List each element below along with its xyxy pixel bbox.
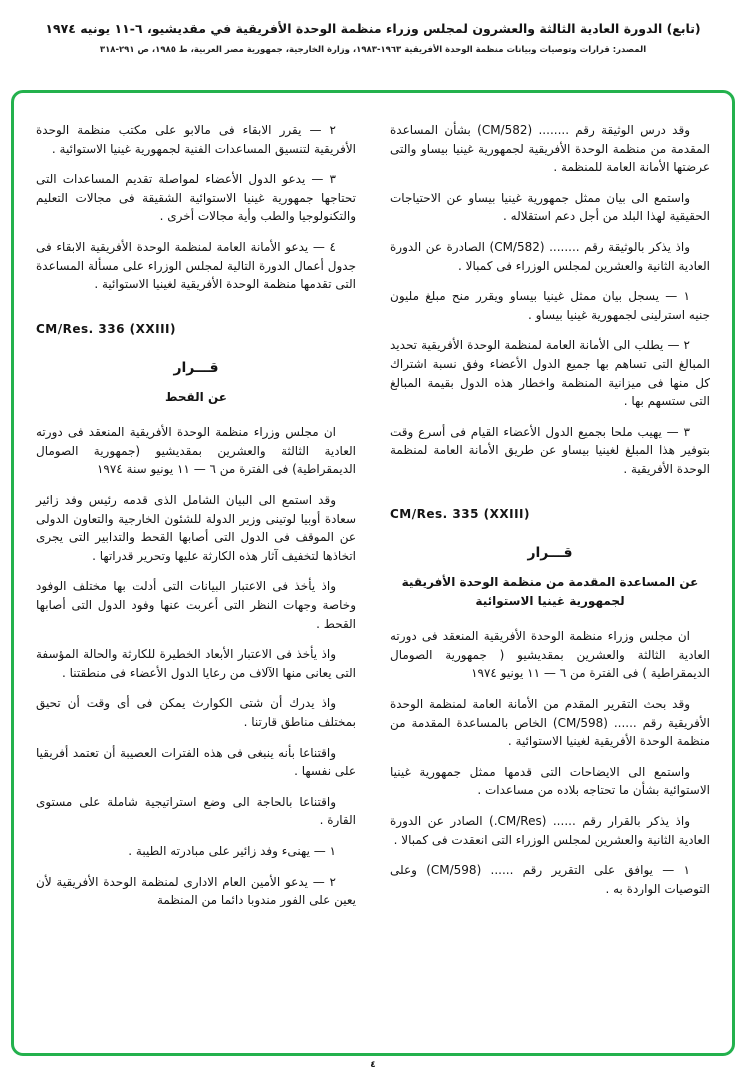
paragraph: ٢ — يطلب الى الأمانة العامة لمنظمة الوحدة الأفريقية تحديد المبالغ التى تساهم بها جميع الدول الأعضاء وفق نسبة اشتراك كل منها فى ميزانية المنظمة واخطار هذه الدول بقيمة المبالغ التى ستسهم بها .	[390, 338, 710, 409]
two-column-layout	[36, 121, 710, 1035]
paragraph: واستمع الى بيان ممثل جمهورية غينيا بيساو عن الاحتياجات الحقيقية لهذا البلد من أجل دعم استقلاله .	[390, 190, 710, 224]
paragraph: وقد استمع الى البيان الشامل الذى قدمه رئيس وفد زائير سعادة أوبيا لوتينى وزير الدولة للشئون الخارجية والتعاون الدولى عن الموقف فى الدول التى أصابها القحط والتدابير التى يجرى اتخاذها لتخفيف آثار هذه الكارثة عليها وتحرير قدراتها .	[36, 493, 356, 563]
paragraph: ٣ — يدعو الدول الأعضاء لمواصلة تقديم المساعدات التى تحتاجها جمهورية غينيا الاستوائية الشقيقة فى مجالات التعليم والتكنولوجيا والطب وأية مجالات أخرى .	[36, 172, 356, 224]
resolution-subtitle: عن القحط	[165, 390, 227, 405]
paragraph: واستمع الى الايضاحات التى قدمها ممثل جمهورية غينيا الاستوائية بشأن ما تحتاجه بلاده من مساعدات .	[390, 764, 710, 798]
paragraph: واذ يدرك أن شتى الكوارث يمكن فى أى وقت أن تحيق بمختلف مناطق قارتنا .	[36, 696, 356, 729]
paragraph: واذ يذكر بالقرار رقم ...... (CM/Res.) الصادر عن الدورة العادية الثانية والعشرين لمجلس الوزراء التى انعقدت فى كمبالا .	[390, 813, 710, 847]
paragraph: واقتناعا بالحاجة الى وضع استراتيجية شاملة على مستوى القارة .	[36, 794, 356, 828]
paragraph: ٢ — يقرر الابقاء فى مالابو على مكتب منظمة الوحدة الأفريقية لتنسيق المساعدات الفنية لجمهورية غينيا الاستوائية .	[36, 123, 356, 156]
paragraph: واذ يأخذ فى الاعتبار البيانات التى أدلت بها مختلف الوفود وخاصة وجهات النظر التى أعربت عنها وفود الدول التى أصابها القحط .	[36, 579, 356, 631]
document-source-line: المصدر: قرارات وتوصيات وبيانات منظمة الوحدة الأفريقية ١٩٦٣-١٩٨٣، وزارة الخارجية، جمهورية مصر العربية، ط ١٩٨٥، ص ٢٩١-٣١٨	[99, 44, 647, 55]
document-title: (تابع) الدورة العادية الثالثة والعشرون لمجلس وزراء منظمة الوحدة الأفريقية في مقديشيو، ٦-١١ يونيه ١٩٧٤	[45, 21, 701, 36]
column-right	[390, 121, 710, 1035]
resolution-code: CM/Res. 335 (XXIII)	[390, 506, 530, 521]
column-left	[36, 121, 356, 1035]
page-number: ٤	[370, 1060, 376, 1070]
paragraph: واذ يأخذ فى الاعتبار الأبعاد الخطيرة للكارثة والحالة المؤسفة التى يعانى منها الآلاف من رعايا الدول الأعضاء فى منطقتنا .	[36, 647, 356, 680]
paragraph: وقد درس الوثيقة رقم ........ (CM/582) بشأن المساعدة المقدمة من منظمة الوحدة الأفريقية لجمهورية غينيا بيساو والتى عرضتها الأمانة العامة للمنظمة .	[390, 123, 710, 175]
paragraph: ان مجلس وزراء منظمة الوحدة الأفريقية المنعقد فى دورته العادية الثالثة والعشرين بمقديشيو ( جمهورية الصومال الديمقراطية ) فى الفترة من ٦ — ١١ يونيو ١٩٧٤	[390, 629, 710, 681]
paragraph: ٣ — يهيب ملحا بجميع الدول الأعضاء القيام فى أسرع وقت بتوفير هذا المبلغ لغينيا بيساو عن طريق الأمانة العامة لمنظمة الوحدة الأفريقية .	[390, 424, 710, 476]
paragraph: وقد بحث التقرير المقدم من الأمانة العامة لمنظمة الوحدة الأفريقية رقم ...... (CM/598) الخاص بالمساعدة المقدمة من منظمة الوحدة الأفريقية لغينيا الاستوائية .	[390, 696, 711, 749]
paragraph: ان مجلس وزراء منظمة الوحدة الأفريقية المنعقد فى دورته العادية الثالثة والعشرين بمقديشيو (جمهورية الصومال الديمقراطية) فى الفترة من ٦ — ١١ يونيو سنة ١٩٧٤	[36, 425, 356, 477]
document-header	[0, 0, 746, 55]
paragraph: ٢ — يدعو الأمين العام الادارى لمنظمة الوحدة الأفريقية لأن يعين على الفور مندوبا دائما من المنظمة	[36, 874, 356, 908]
resolution-title: قـــرار	[527, 545, 573, 562]
paragraph: واذ يذكر بالوثيقة رقم ........ (CM/582) الصادرة عن الدورة العادية الثانية والعشرين لمجلس الوزراء فى كمبالا .	[390, 239, 710, 273]
resolution-code: CM/Res. 336 (XXIII)	[36, 321, 176, 336]
resolution-title: قـــرار	[173, 360, 219, 377]
paragraph: ١ — يسجل بيان ممثل غينيا بيساو ويقرر منح مبلغ مليون جنيه استرلينى لجمهورية غينيا بيساو .	[390, 289, 710, 322]
paragraph: ١ — يهنىء وفد زائير على مبادرته الطيبة .	[128, 843, 336, 858]
paragraph: ٤ — يدعو الأمانة العامة لمنظمة الوحدة الأفريقية الابقاء فى جدول أعمال الدورة التالية لمجلس الوزراء على مسألة المساعدة التى تقدمها منظمة الوحدة الأفريقية لغينيا الاستوائية .	[36, 239, 356, 292]
paragraph: واقتناعا بأنه ينبغى فى هذه الفترات العصيبة أن تعتمد أفريقيا على نفسها .	[36, 745, 356, 779]
resolution-subtitle: عن المساعدة المقدمة من منظمة الوحدة الأفريقية لجمهورية غينيا الاستوائية	[401, 574, 699, 608]
paragraph: ١ — يوافق على التقرير رقم ...... (CM/598) وعلى التوصيات الواردة به .	[390, 863, 710, 896]
content-frame	[11, 90, 735, 1056]
